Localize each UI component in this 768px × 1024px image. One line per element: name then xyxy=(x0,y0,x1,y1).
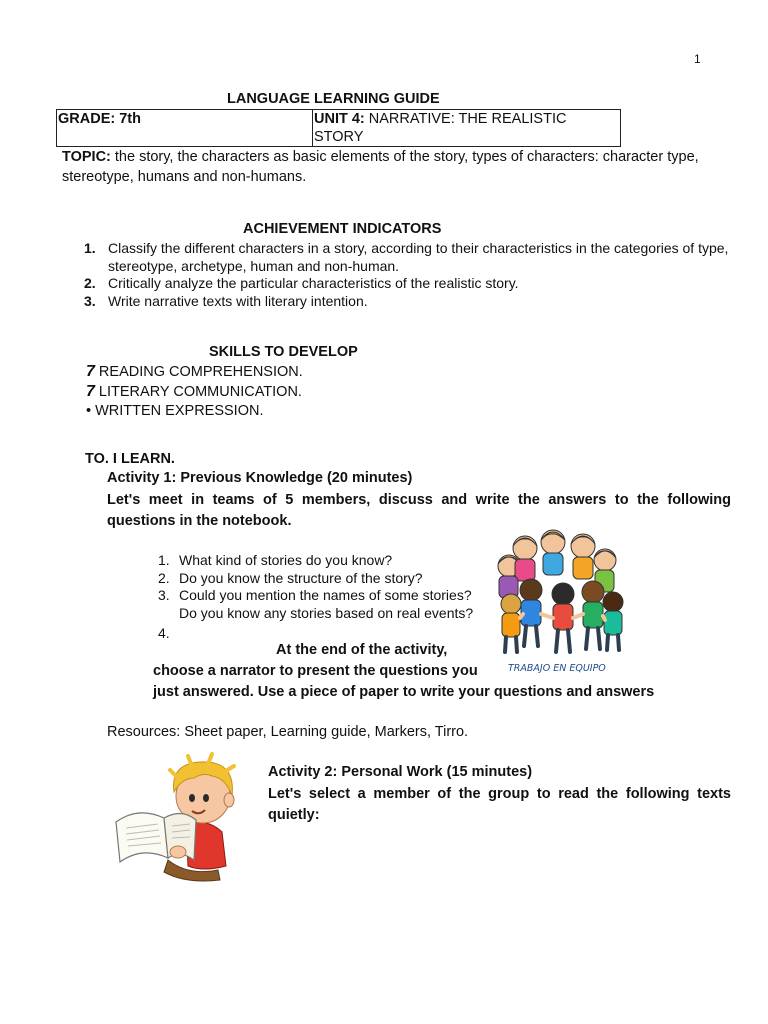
teamwork-illustration xyxy=(493,528,628,678)
topic-paragraph xyxy=(62,147,752,187)
activity2-title: Activity 2: Personal Work (15 minutes) xyxy=(268,764,533,780)
skill-text: WRITTEN EXPRESSION. xyxy=(91,403,264,419)
item-number: 2. xyxy=(84,275,96,291)
teamwork-caption: TRABAJO EN EQUIPO xyxy=(508,663,606,674)
list-item xyxy=(86,362,303,382)
unit-cell xyxy=(313,110,621,147)
bullet-symbol: 7 xyxy=(86,363,95,380)
skills-list xyxy=(86,362,303,421)
item-text: Critically analyze the particular characteristics of the realistic story. xyxy=(108,275,519,291)
skills-heading: SKILLS TO DEVELOP xyxy=(209,344,358,360)
page-number: 1 xyxy=(694,52,701,66)
item-text: Write narrative texts with literary intention. xyxy=(108,292,368,309)
topic-label: TOPIC: xyxy=(62,149,111,165)
item-text: What kind of stories do you know? xyxy=(179,552,393,568)
item-text: Do you know the structure of the story? xyxy=(179,569,423,586)
bullet-symbol: 7 xyxy=(86,383,95,400)
item-number: 2. xyxy=(158,569,170,586)
grade-cell: GRADE: 7th xyxy=(57,110,313,147)
activity2-description: Let's select a member of the group to read the following texts quietly: xyxy=(268,786,731,823)
item-number: 1. xyxy=(84,240,96,256)
item-text: Could you mention the names of some stories? xyxy=(179,587,472,603)
end-activity-line-2: choose a narrator to present the questions you xyxy=(153,663,478,679)
item-number: 1. xyxy=(158,552,170,568)
question-list xyxy=(158,552,472,605)
question-4-number: 4. xyxy=(158,625,170,641)
list-item xyxy=(158,570,472,588)
end-activity-line-1: At the end of the activity, xyxy=(276,642,448,658)
unit-label: UNIT 4: xyxy=(314,111,365,127)
activity1-title: Activity 1: Previous Knowledge (20 minutes) xyxy=(107,470,413,486)
list-item xyxy=(84,275,734,293)
item-number: 3. xyxy=(84,292,96,309)
list-item xyxy=(158,552,472,570)
achievement-list xyxy=(84,240,734,310)
skill-text: LITERARY COMMUNICATION. xyxy=(94,384,302,400)
topic-text: the story, the characters as basic elements of the story, types of characters: character type, stereotype, humans and non-humans. xyxy=(62,149,699,185)
list-item xyxy=(158,587,472,605)
list-item xyxy=(86,402,303,421)
unit-text: NARRATIVE: THE REALISTIC STORY xyxy=(314,111,567,145)
list-item xyxy=(84,293,734,311)
resources-line: Resources: Sheet paper, Learning guide, Markers, Tirro. xyxy=(107,724,469,740)
boy-reading-illustration xyxy=(108,748,263,883)
item-text: Classify the different characters in a story, according to their characteristics in the categories of type, stereotype, archetype, human and non-human. xyxy=(108,240,729,274)
guide-title: LANGUAGE LEARNING GUIDE xyxy=(227,91,440,107)
item-number: 3. xyxy=(158,587,170,603)
achievement-heading: ACHIEVEMENT INDICATORS xyxy=(243,221,442,237)
end-activity-line-3: just answered. Use a piece of paper to write your questions and answers xyxy=(153,684,655,700)
question-continuation: Do you know any stories based on real events? xyxy=(179,605,474,621)
list-item xyxy=(84,240,734,275)
skill-text: READING COMPREHENSION. xyxy=(94,364,303,380)
learn-heading: TO. I LEARN. xyxy=(85,451,175,467)
activity1-description: Let's meet in teams of 5 members, discuss and write the answers to the following questions in the notebook. xyxy=(107,492,731,529)
header-table xyxy=(56,109,621,147)
bullet-symbol: • xyxy=(86,403,92,419)
list-item xyxy=(86,382,303,402)
